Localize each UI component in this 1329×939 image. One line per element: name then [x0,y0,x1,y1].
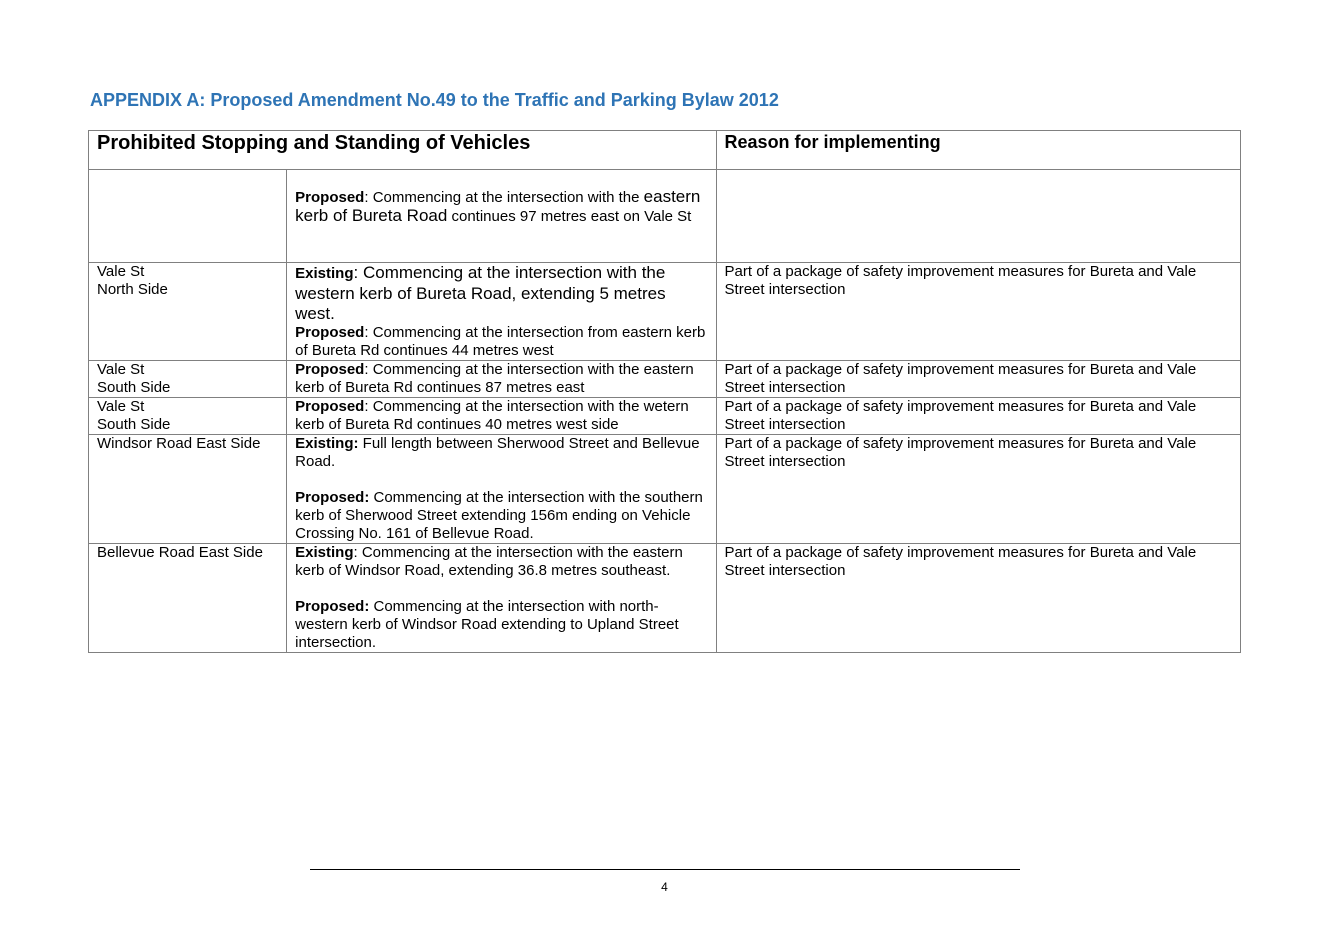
proposed-label: Proposed [295,361,365,378]
description-text: Commencing at the intersection with the [372,189,640,206]
proposed-label: Proposed [295,398,365,415]
street-side: North Side [97,281,168,298]
location-cell: Windsor Road East Side [89,435,287,544]
location-cell [89,361,287,398]
description-text: : Commencing at the intersection with the eastern kerb of Windsor Road, extending 36.8 metres southeast. [295,544,683,579]
reason-cell: Part of a package of safety improvement measures for Bureta and Vale Street intersection [716,263,1240,361]
existing-label: Existing: [295,435,359,452]
table-row [89,398,1241,435]
separator: : [353,263,363,282]
description-text: Commencing at the intersection with the wetern kerb of Bureta Rd continues 40 metres west side [295,398,689,433]
header-prohibited-stopping: Prohibited Stopping and Standing of Vehicles [89,131,717,170]
existing-label: Existing [295,544,354,561]
street-name: Vale St [97,398,145,415]
separator: : [364,361,373,378]
separator: : [364,189,373,206]
reason-cell [716,170,1240,263]
page-number: 4 [661,880,668,894]
reason-cell: Part of a package of safety improvement measures for Bureta and Vale Street intersection [716,435,1240,544]
description-text: Commencing at the intersection with the western kerb of Bureta Road, extending 5 metres west. [295,263,666,323]
description-text: Commencing at the intersection from eastern kerb of Bureta Rd continues 44 metres west [295,324,706,359]
street-name: Vale St [97,263,145,280]
existing-label: Existing [295,265,354,282]
reason-cell: Part of a package of safety improvement measures for Bureta and Vale Street intersection [716,398,1240,435]
table-row [89,170,1241,263]
description-cell [287,435,716,544]
reason-cell: Part of a package of safety improvement measures for Bureta and Vale Street intersection [716,544,1240,653]
street-side: South Side [97,416,171,433]
description-cell [287,544,716,653]
description-text: Commencing at the intersection with north-western kerb of Windsor Road extending to Upland Street intersection. [295,598,679,651]
table-row [89,361,1241,398]
description-text: Full length between Sherwood Street and Bellevue Road. [295,435,700,470]
bylaw-table [88,130,1241,653]
spacer [295,471,707,489]
table-row [89,435,1241,544]
proposed-label: Proposed [295,324,365,341]
location-cell [89,263,287,361]
table-header-row [89,131,1241,170]
description-text: Commencing at the intersection with the eastern kerb of Bureta Rd continues 87 metres east [295,361,694,396]
street-side: South Side [97,379,171,396]
table-row [89,544,1241,653]
description-cell [287,170,716,263]
description-text: continues 97 metres east on Vale St [447,208,692,225]
spacer [295,580,707,598]
proposed-label: Proposed: [295,489,370,506]
street-name: Vale St [97,361,145,378]
location-cell [89,398,287,435]
page-title: APPENDIX A: Proposed Amendment No.49 to the Traffic and Parking Bylaw 2012 [90,90,779,110]
footer-divider [310,869,1020,870]
header-reason: Reason for implementing [716,131,1240,170]
description-cell [287,398,716,435]
separator: : [364,398,373,415]
description-text: Commencing at the intersection with the southern kerb of Sherwood Street extending 156m ending on Vehicle Crossing No. 161 of Bellevue Road. [295,489,703,542]
separator: : [364,324,373,341]
location-cell [89,170,287,263]
description-text: eastern kerb of Bureta Road [295,187,701,225]
description-cell [287,361,716,398]
reason-cell: Part of a package of safety improvement measures for Bureta and Vale Street intersection [716,361,1240,398]
proposed-label: Proposed: [295,598,370,615]
table-row [89,263,1241,361]
location-cell: Bellevue Road East Side [89,544,287,653]
proposed-label: Proposed [295,189,365,206]
description-cell [287,263,716,361]
